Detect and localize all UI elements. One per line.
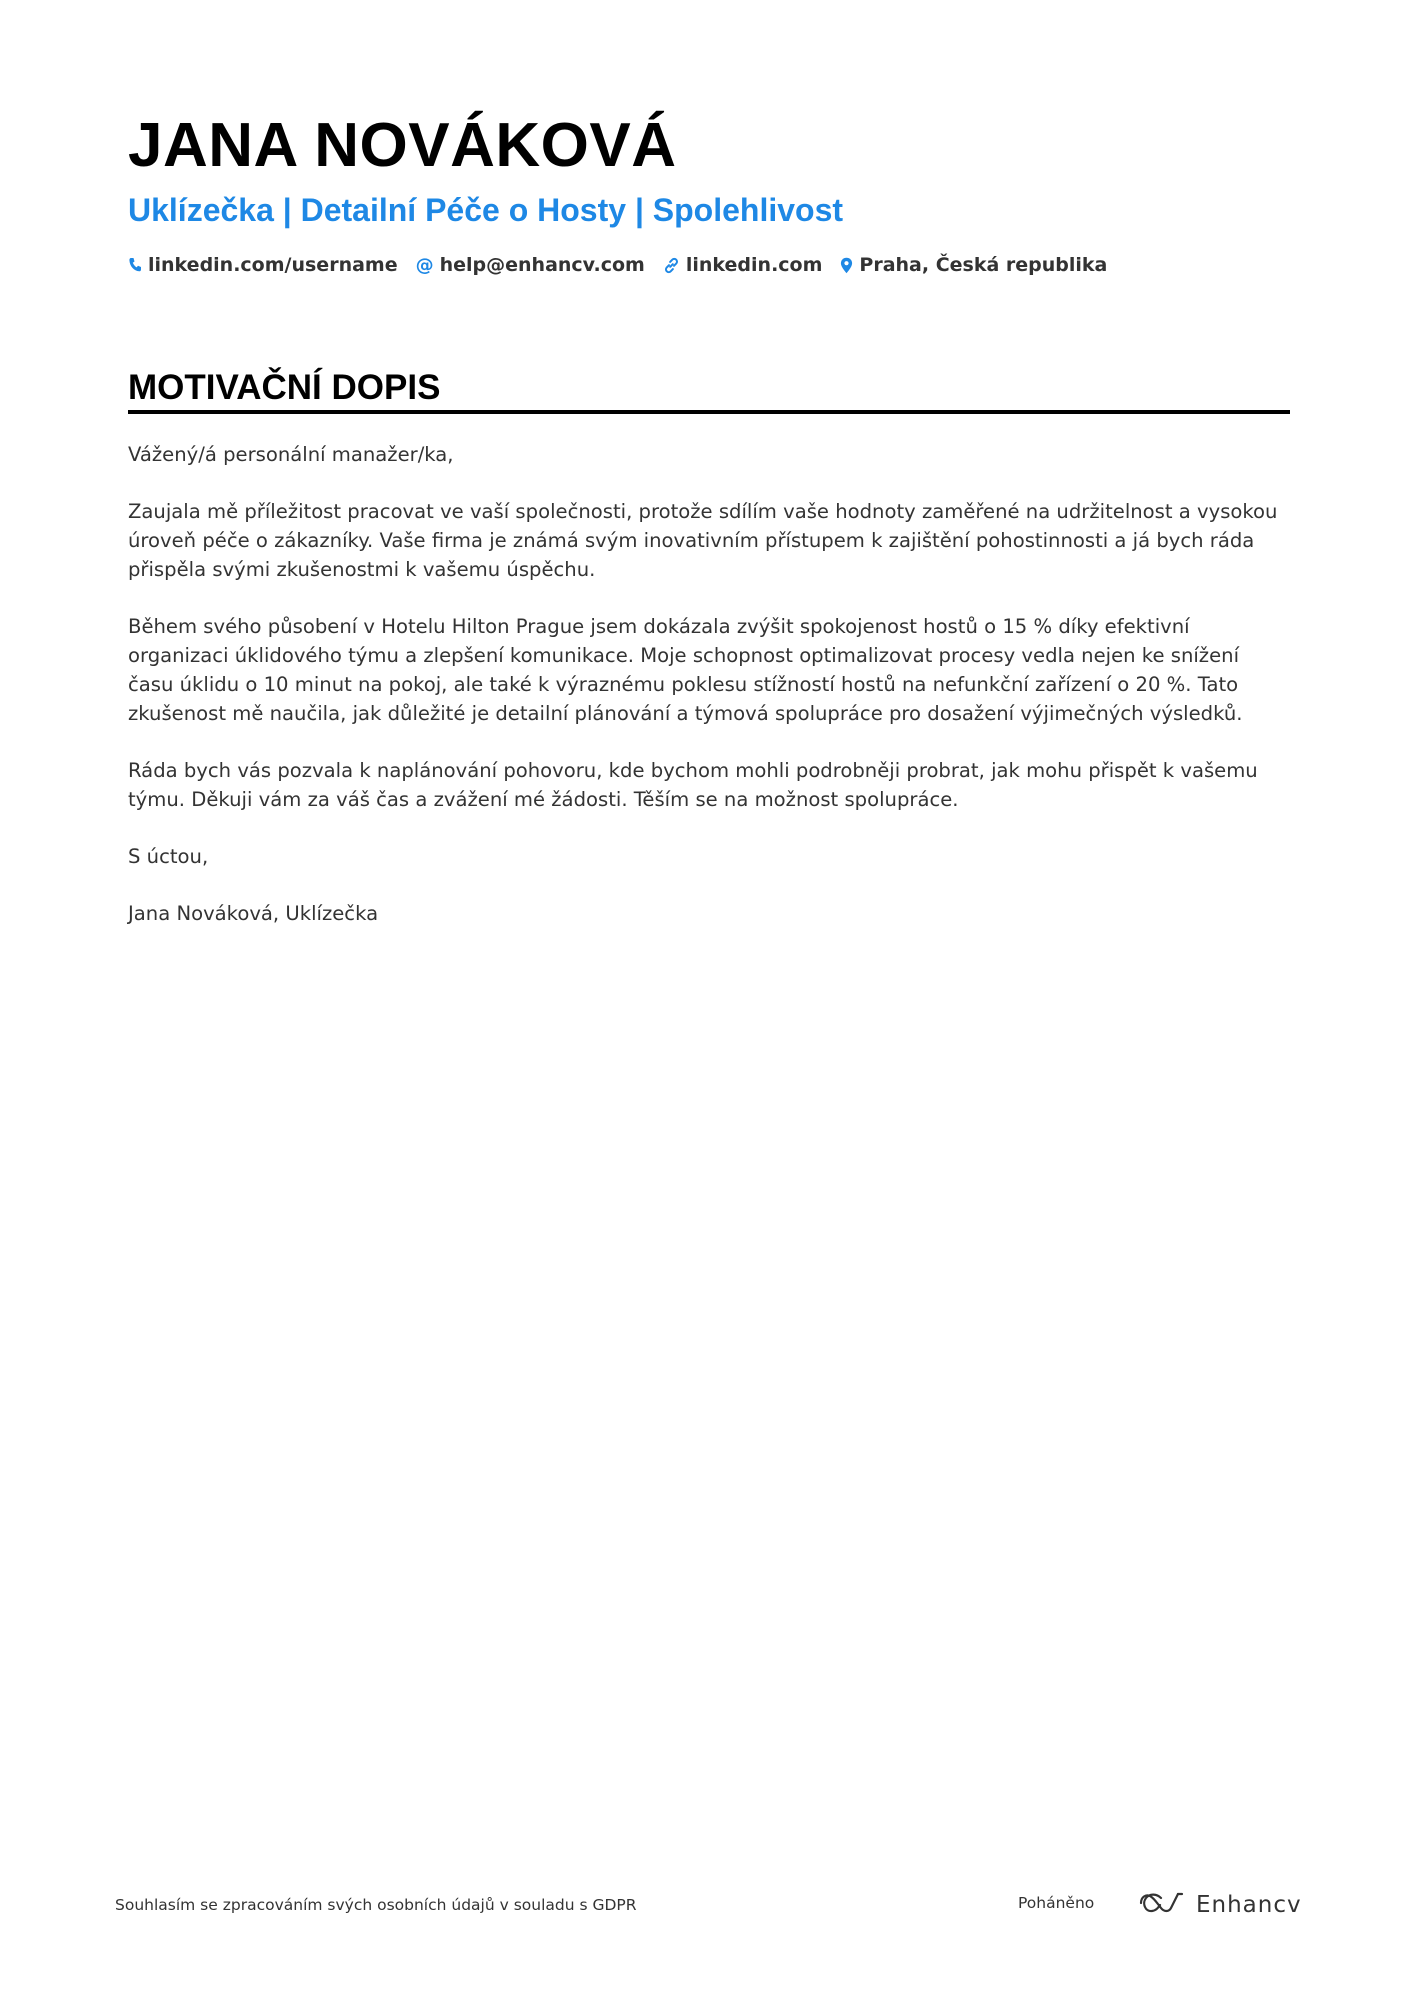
letter-paragraph: Ráda bych vás pozvala k naplánování pohovoru, kde bychom mohli podrobněji probrat, jak mohu přispět k vašemu týmu. Děkuji vám za váš čas a zvážení mé žádosti. Těším se na možnost spolupráce. — [128, 759, 1258, 811]
enhancv-wordmark: Enhancv — [1196, 1892, 1302, 1918]
contact-link[interactable] — [663, 254, 823, 276]
enhancv-logo-icon — [1138, 1890, 1184, 1920]
contact-link-text: linkedin.com — [685, 254, 823, 276]
section-divider — [128, 410, 1290, 414]
gdpr-consent: Souhlasím se zpracováním svých osobních údajů v souladu s GDPR — [115, 1896, 637, 1914]
contact-phone[interactable] — [128, 254, 398, 276]
phone-icon — [128, 257, 142, 273]
letter-signature: Jana Nováková, Uklízečka — [128, 902, 379, 925]
candidate-name: JANA NOVÁKOVÁ — [128, 111, 677, 180]
link-icon — [663, 257, 680, 274]
enhancv-logo[interactable] — [1138, 1890, 1302, 1920]
contact-phone-text: linkedin.com/username — [148, 254, 398, 276]
contact-email[interactable] — [416, 254, 645, 276]
location-pin-icon — [840, 257, 853, 274]
at-icon: @ — [415, 254, 434, 276]
candidate-tagline: Uklízečka | Detailní Péče o Hosty | Spolehlivost — [128, 192, 844, 228]
letter-paragraph: Zaujala mě příležitost pracovat ve vaší společnosti, protože sdílím vaše hodnoty zaměřené na udržitelnost a vysokou úroveň péče o zákazníky. Vaše firma je známá svým inovativním přístupem k zajištění pohostinnosti a já bych ráda přispěla svými zkušenostmi k vašemu úspěchu. — [128, 500, 1278, 581]
contact-location-text: Praha, Česká republika — [859, 254, 1108, 276]
contact-bar — [128, 254, 1125, 276]
cover-letter-body — [128, 440, 1290, 956]
letter-closing: S úctou, — [128, 845, 209, 868]
letter-paragraph: Během svého působení v Hotelu Hilton Prague jsem dokázala zvýšit spokojenost hostů o 15 % díky efektivní organizaci úklidového týmu a zlepšení komunikace. Moje schopnost optimalizovat procesy vedla nejen ke snížení času úklidu o 10 minut na pokoj, ale také k výraznému poklesu stížností hostů na nefunkční zařízení o 20 %. Tato zkušenost mě naučila, jak důležité je detailní plánování a týmová spolupráce pro dosažení výjimečných výsledků. — [128, 615, 1243, 725]
contact-location — [840, 254, 1107, 276]
powered-by-label: Poháněno — [1018, 1894, 1095, 1912]
contact-email-text: help@enhancv.com — [439, 254, 645, 276]
section-title: MOTIVAČNÍ DOPIS — [128, 368, 441, 407]
letter-salutation: Vážený/á personální manažer/ka, — [128, 443, 454, 466]
